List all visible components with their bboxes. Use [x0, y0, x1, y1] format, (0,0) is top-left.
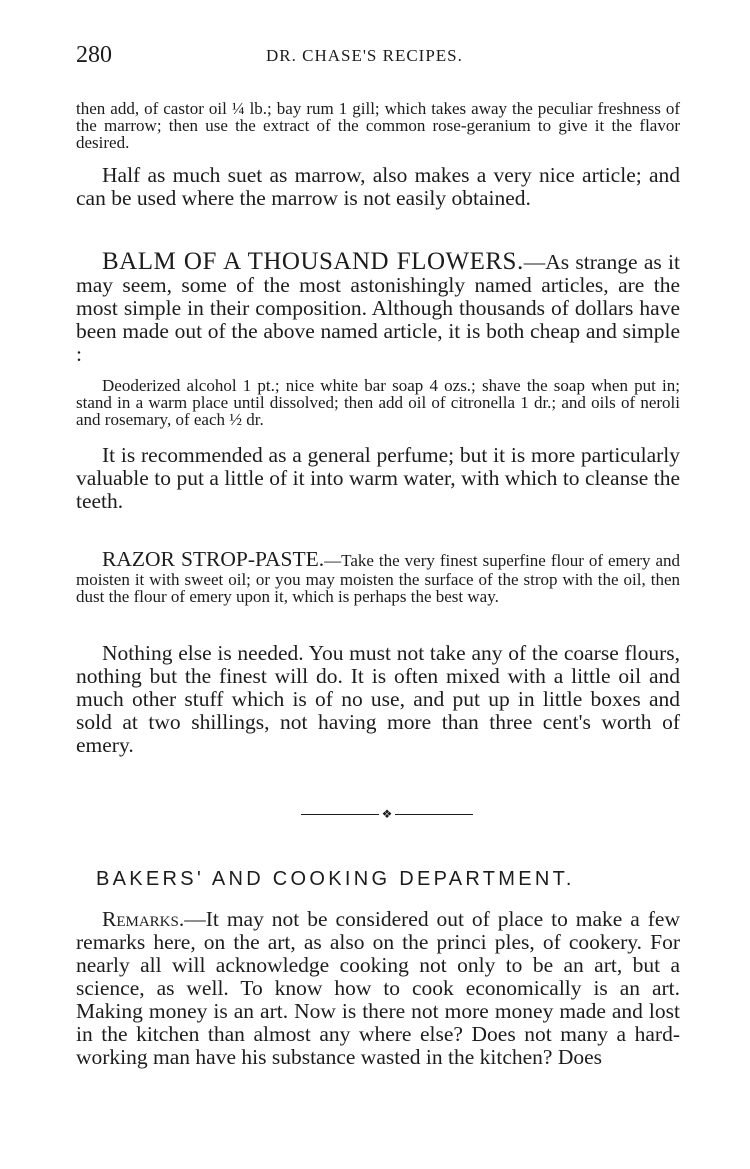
paragraph-remarks [76, 908, 680, 1069]
remarks-label: Remarks. [102, 907, 185, 931]
page-number: 280 [76, 42, 112, 68]
page-header [76, 42, 680, 82]
section-title: BAKERS' AND COOKING DEPARTMENT. [96, 868, 575, 890]
recipe-ingredients-balm: Deoderized alcohol 1 pt.; nice white bar soap 4 ozs.; shave the soap when put in; stand in a warm place until dissolved; then add oil of citronella 1 dr.; and oils of neroli and rosemary, of each ½ dr. [76, 376, 680, 429]
recipe-razor-strop-paste [76, 548, 680, 605]
recipe-heading-balm: BALM OF A THOUSAND FLOWERS. [102, 248, 524, 275]
recipe-body-razor: —Take the very finest superfine flour of emery and moisten it with sweet oil; or you may moisten the surface of the strop with the oil, then dust the flour of emery upon it, which is perhaps the best way. [76, 551, 680, 606]
paragraph-perfume-use: It is recommended as a general perfume; but it is more particularly valuable to put a little of it into warm water, with which to cleanse the teeth. [76, 443, 680, 513]
running-head: DR. CHASE'S RECIPES. [266, 46, 463, 65]
ornament-icon: ❖ [381, 807, 393, 821]
section-divider [301, 807, 473, 821]
paragraph-marrow-continued: then add, of castor oil ¼ lb.; bay rum 1 gill; which takes away the peculiar freshness of the marrow; then use the extract of the common rose-geranium to give it the flavor desired. [76, 99, 680, 152]
recipe-balm-of-a-thousand-flowers [76, 250, 680, 366]
paragraph-suet-note: Half as much suet as marrow, also makes a very nice article; and can be used where the marrow is not easily obtained. [76, 163, 680, 210]
remarks-body: —It may not be considered out of place to make a few remarks here, on the art, as also on the princi ples, of cookery. For nearly all will acknowledge cooking not only to be an art, but a science, as well. To know how to cook economically is an art. Making money is an art. Now is there not more money made and lost in the kitchen than almost any where else? Does not many a hard-working man have his substance wasted in the kitchen? Does [76, 907, 680, 1069]
recipe-intro-balm: —As strange as it may seem, some of the most astonishingly named articles, are the most simple in their composition. Although thousands of dollars have been made out of the above named article, it is both cheap and simple : [76, 250, 680, 366]
paragraph-emery-note: Nothing else is needed. You must not take any of the coarse flours, nothing but the finest will do. It is often mixed with a little oil and much other stuff which is of no use, and put up in little boxes and sold at two shillings, not having more than three cent's worth of emery. [76, 641, 680, 757]
recipe-heading-razor: RAZOR STROP-PASTE. [102, 547, 325, 571]
